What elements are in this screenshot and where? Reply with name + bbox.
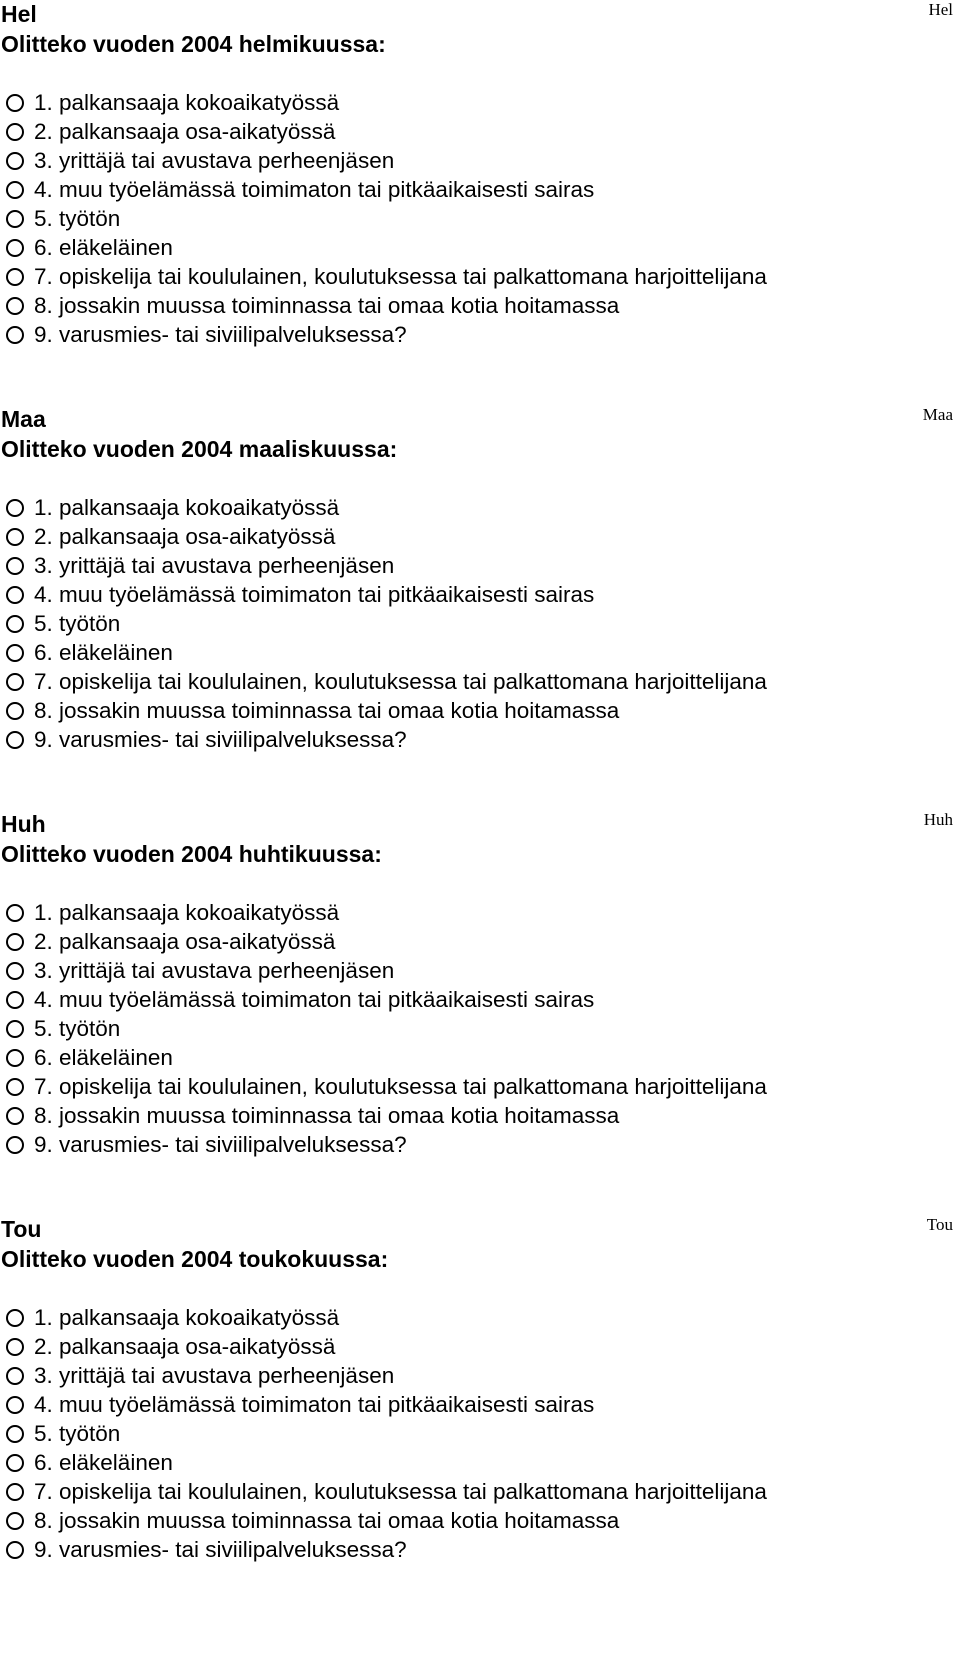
- margin-code: Hel: [928, 0, 953, 19]
- answer-option[interactable]: [0, 146, 767, 175]
- option-label: 8. jossakin muussa toiminnassa tai omaa kotia hoitamassa: [34, 698, 620, 724]
- option-label: 6. eläkeläinen: [34, 235, 173, 261]
- margin-code: Huh: [923, 810, 953, 829]
- radio-button[interactable]: [6, 152, 24, 170]
- option-label: 2. palkansaaja osa-aikatyössä: [34, 523, 336, 549]
- radio-button[interactable]: [6, 268, 24, 286]
- answer-option[interactable]: [0, 956, 767, 985]
- option-label: 1. palkansaaja kokoaikatyössä: [34, 494, 340, 520]
- radio-button[interactable]: [6, 991, 24, 1009]
- answer-option[interactable]: [0, 1419, 767, 1448]
- radio-button[interactable]: [6, 1107, 24, 1125]
- answer-option[interactable]: [0, 638, 767, 667]
- section-code: Hel: [1, 1, 37, 27]
- option-label: 3. yrittäjä tai avustava perheenjäsen: [34, 957, 395, 983]
- option-label: 5. työtön: [34, 1015, 121, 1041]
- answer-option[interactable]: [0, 88, 767, 117]
- answer-option[interactable]: [0, 1390, 767, 1419]
- answer-option[interactable]: [0, 1014, 767, 1043]
- radio-button[interactable]: [6, 239, 24, 257]
- question-text: Olitteko vuoden 2004 maaliskuussa:: [1, 436, 398, 462]
- answer-option[interactable]: [0, 263, 767, 292]
- radio-button[interactable]: [6, 1338, 24, 1356]
- answer-option[interactable]: [0, 493, 767, 522]
- answer-option[interactable]: [0, 1303, 767, 1332]
- radio-button[interactable]: [6, 673, 24, 691]
- radio-button[interactable]: [6, 1425, 24, 1443]
- answer-option[interactable]: [0, 1073, 767, 1102]
- answer-option[interactable]: [0, 668, 767, 697]
- answer-options: [0, 493, 767, 755]
- question-text: Olitteko vuoden 2004 helmikuussa:: [1, 31, 386, 57]
- radio-button[interactable]: [6, 1049, 24, 1067]
- radio-button[interactable]: [6, 1512, 24, 1530]
- answer-option[interactable]: [0, 292, 767, 321]
- radio-button[interactable]: [6, 181, 24, 199]
- answer-option[interactable]: [0, 551, 767, 580]
- option-label: 8. jossakin muussa toiminnassa tai omaa kotia hoitamassa: [34, 1103, 620, 1129]
- answer-options: [0, 898, 767, 1160]
- answer-option[interactable]: [0, 1507, 767, 1536]
- option-label: 6. eläkeläinen: [34, 640, 173, 666]
- answer-option[interactable]: [0, 321, 767, 350]
- section-code: Tou: [1, 1216, 42, 1242]
- radio-button[interactable]: [6, 586, 24, 604]
- question-section-toukokuu: [0, 1215, 960, 1595]
- option-label: 7. opiskelija tai koululainen, koulutuksessa tai palkattomana harjoittelijana: [34, 669, 767, 695]
- option-label: 4. muu työelämässä toimimaton tai pitkäaikaisesti sairas: [34, 581, 595, 607]
- answer-option[interactable]: [0, 898, 767, 927]
- answer-option[interactable]: [0, 1478, 767, 1507]
- answer-option[interactable]: [0, 1536, 767, 1565]
- option-label: 8. jossakin muussa toiminnassa tai omaa kotia hoitamassa: [34, 1508, 620, 1534]
- radio-button[interactable]: [6, 962, 24, 980]
- section-code: Huh: [1, 811, 46, 837]
- option-label: 9. varusmies- tai siviilipalveluksessa?: [34, 322, 407, 348]
- margin-code: Maa: [922, 405, 953, 424]
- option-label: 9. varusmies- tai siviilipalveluksessa?: [34, 1537, 407, 1563]
- option-label: 4. muu työelämässä toimimaton tai pitkäaikaisesti sairas: [34, 986, 595, 1012]
- option-label: 3. yrittäjä tai avustava perheenjäsen: [34, 147, 395, 173]
- option-label: 5. työtön: [34, 610, 121, 636]
- option-label: 3. yrittäjä tai avustava perheenjäsen: [34, 1362, 395, 1388]
- answer-option[interactable]: [0, 609, 767, 638]
- radio-button[interactable]: [6, 123, 24, 141]
- answer-option[interactable]: [0, 1361, 767, 1390]
- answer-option[interactable]: [0, 522, 767, 551]
- radio-button[interactable]: [6, 1454, 24, 1472]
- answer-option[interactable]: [0, 1332, 767, 1361]
- radio-button[interactable]: [6, 1541, 24, 1559]
- radio-button[interactable]: [6, 528, 24, 546]
- answer-option[interactable]: [0, 1102, 767, 1131]
- answer-option[interactable]: [0, 985, 767, 1014]
- margin-code: Tou: [926, 1215, 953, 1234]
- option-label: 7. opiskelija tai koululainen, koulutuksessa tai palkattomana harjoittelijana: [34, 1479, 767, 1505]
- answer-option[interactable]: [0, 927, 767, 956]
- radio-button[interactable]: [6, 326, 24, 344]
- question-text: Olitteko vuoden 2004 huhtikuussa:: [1, 841, 382, 867]
- radio-button[interactable]: [6, 731, 24, 749]
- radio-button[interactable]: [6, 1396, 24, 1414]
- radio-button[interactable]: [6, 1020, 24, 1038]
- answer-options: [0, 1303, 767, 1565]
- option-label: 6. eläkeläinen: [34, 1045, 173, 1071]
- option-label: 2. palkansaaja osa-aikatyössä: [34, 118, 336, 144]
- option-label: 9. varusmies- tai siviilipalveluksessa?: [34, 1132, 407, 1158]
- radio-button[interactable]: [6, 499, 24, 517]
- answer-option[interactable]: [0, 1043, 767, 1072]
- radio-button[interactable]: [6, 1078, 24, 1096]
- radio-button[interactable]: [6, 702, 24, 720]
- answer-options: [0, 88, 767, 350]
- radio-button[interactable]: [6, 1367, 24, 1385]
- section-code: Maa: [1, 406, 46, 432]
- option-label: 5. työtön: [34, 205, 121, 231]
- radio-button[interactable]: [6, 904, 24, 922]
- option-label: 2. palkansaaja osa-aikatyössä: [34, 1333, 336, 1359]
- answer-option[interactable]: [0, 175, 767, 204]
- answer-option[interactable]: [0, 697, 767, 726]
- radio-button[interactable]: [6, 1309, 24, 1327]
- option-label: 9. varusmies- tai siviilipalveluksessa?: [34, 727, 407, 753]
- radio-button[interactable]: [6, 1136, 24, 1154]
- radio-button[interactable]: [6, 1483, 24, 1501]
- question-section-huhtikuu: [0, 810, 960, 1190]
- radio-button[interactable]: [6, 644, 24, 662]
- option-label: 7. opiskelija tai koululainen, koulutuksessa tai palkattomana harjoittelijana: [34, 1074, 767, 1100]
- radio-button[interactable]: [6, 210, 24, 228]
- answer-option[interactable]: [0, 117, 767, 146]
- option-label: 8. jossakin muussa toiminnassa tai omaa kotia hoitamassa: [34, 293, 620, 319]
- option-label: 5. työtön: [34, 1420, 121, 1446]
- radio-button[interactable]: [6, 557, 24, 575]
- option-label: 3. yrittäjä tai avustava perheenjäsen: [34, 552, 395, 578]
- radio-button[interactable]: [6, 94, 24, 112]
- option-label: 1. palkansaaja kokoaikatyössä: [34, 1304, 340, 1330]
- question-section-helmikuu: [0, 0, 960, 380]
- answer-option[interactable]: [0, 580, 767, 609]
- option-label: 2. palkansaaja osa-aikatyössä: [34, 928, 336, 954]
- radio-button[interactable]: [6, 297, 24, 315]
- option-label: 4. muu työelämässä toimimaton tai pitkäaikaisesti sairas: [34, 176, 595, 202]
- radio-button[interactable]: [6, 615, 24, 633]
- option-label: 6. eläkeläinen: [34, 1450, 173, 1476]
- answer-option[interactable]: [0, 233, 767, 262]
- radio-button[interactable]: [6, 933, 24, 951]
- answer-option[interactable]: [0, 1448, 767, 1477]
- answer-option[interactable]: [0, 1131, 767, 1160]
- question-section-maaliskuu: [0, 405, 960, 785]
- option-label: 1. palkansaaja kokoaikatyössä: [34, 899, 340, 925]
- option-label: 1. palkansaaja kokoaikatyössä: [34, 89, 340, 115]
- option-label: 4. muu työelämässä toimimaton tai pitkäaikaisesti sairas: [34, 1391, 595, 1417]
- question-text: Olitteko vuoden 2004 toukokuussa:: [1, 1246, 389, 1272]
- answer-option[interactable]: [0, 726, 767, 755]
- option-label: 7. opiskelija tai koululainen, koulutuksessa tai palkattomana harjoittelijana: [34, 264, 767, 290]
- answer-option[interactable]: [0, 204, 767, 233]
